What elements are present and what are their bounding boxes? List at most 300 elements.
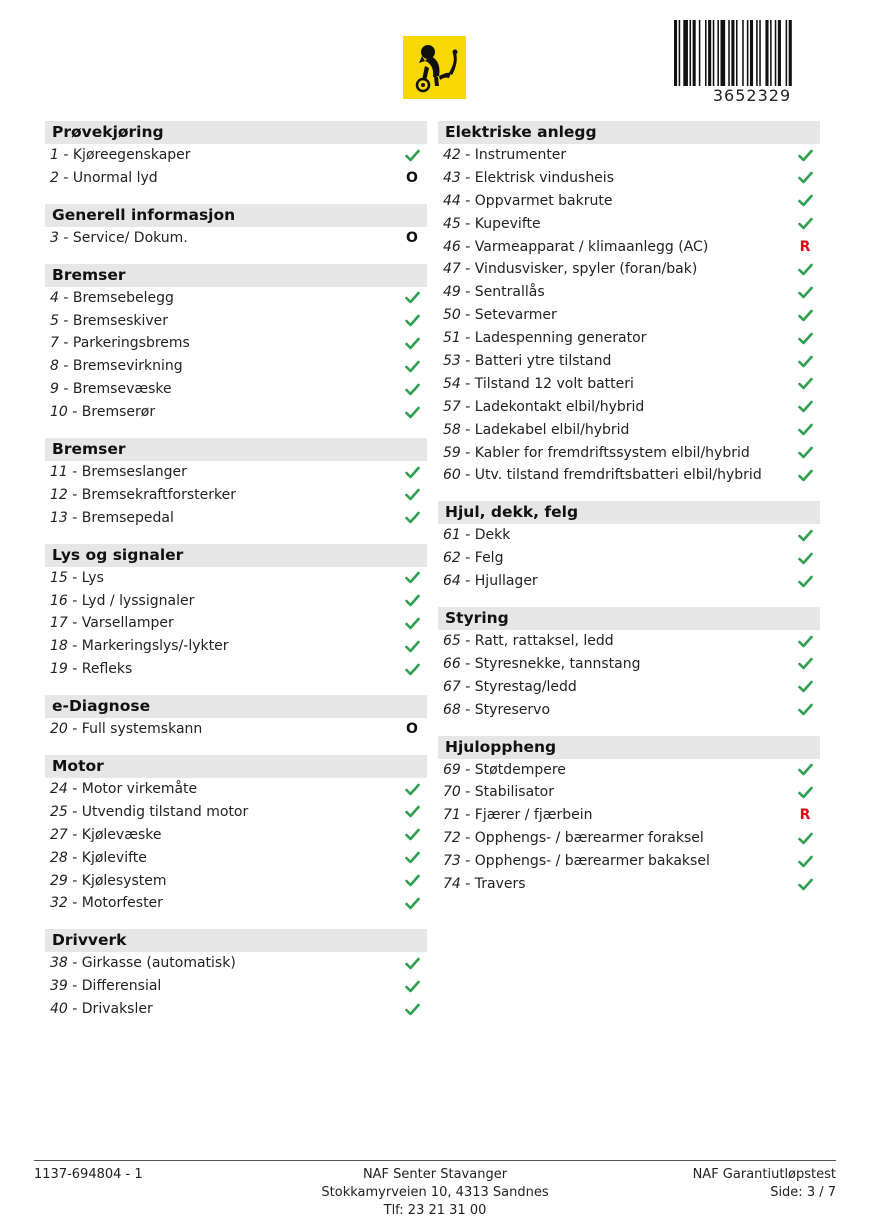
check-icon (403, 778, 421, 801)
center-phone: Tlf: 23 21 31 00 (383, 1203, 487, 1218)
check-icon (403, 847, 421, 870)
check-item (45, 635, 427, 658)
check-icon (403, 975, 421, 998)
section (45, 438, 427, 530)
separator: - (67, 615, 82, 632)
check-item (438, 781, 820, 804)
item-label: Bremsepedal (81, 509, 174, 526)
check-item (45, 484, 427, 507)
item-label: Full systemskann (81, 721, 203, 738)
check-icon (796, 850, 814, 873)
separator: - (460, 633, 475, 650)
check-icon (403, 635, 421, 658)
item-label: Bremserør (81, 404, 156, 421)
item-number: 57 (443, 398, 461, 415)
check-item (438, 419, 820, 442)
lion-icon (403, 36, 466, 99)
item-number: 27 (50, 826, 68, 843)
check-item (45, 401, 427, 424)
check-item (438, 190, 820, 213)
section (45, 264, 427, 424)
item-number: 20 (50, 721, 68, 738)
check-item (45, 355, 427, 378)
item-label: Opphengs- / bærearmer foraksel (474, 830, 704, 847)
separator: - (460, 261, 475, 278)
item-number: 67 (443, 678, 461, 695)
check-item (45, 567, 427, 590)
item-label: Elektrisk vindusheis (474, 169, 614, 186)
section (438, 607, 820, 722)
item-number: 28 (50, 849, 68, 866)
section-header: e-Diagnose (45, 695, 427, 718)
separator: - (67, 404, 82, 421)
check-icon (796, 304, 814, 327)
separator: - (460, 421, 475, 438)
naf-lion-logo (403, 36, 466, 99)
separator: - (67, 849, 82, 866)
item-label: Lyd / lyssignaler (81, 592, 195, 609)
separator: - (67, 826, 82, 843)
item-number: 47 (443, 261, 461, 278)
item-number: 10 (50, 404, 68, 421)
separator: - (67, 638, 82, 655)
separator: - (58, 229, 73, 246)
check-item (438, 850, 820, 873)
check-item (45, 612, 427, 635)
check-icon (403, 401, 421, 424)
separator: - (460, 169, 475, 186)
item-label: Fjærer / fjærbein (474, 807, 593, 824)
separator: - (460, 527, 475, 544)
status-remark: R (799, 238, 811, 255)
item-number: 42 (443, 147, 461, 163)
item-number: 3 (50, 229, 59, 246)
separator: - (460, 701, 475, 718)
section-header: Hjul, dekk, felg (438, 501, 820, 524)
item-label: Parkeringsbrems (72, 335, 190, 352)
check-icon (403, 332, 421, 355)
check-icon (796, 213, 814, 236)
check-icon (796, 190, 814, 213)
check-item (438, 350, 820, 373)
check-icon (796, 373, 814, 396)
right-column (438, 121, 820, 910)
separator: - (460, 876, 475, 893)
item-label: Lys (81, 569, 104, 586)
section (45, 121, 427, 190)
check-item (45, 778, 427, 801)
check-icon (796, 396, 814, 419)
check-icon (796, 827, 814, 850)
item-number: 61 (443, 527, 461, 544)
item-number: 17 (50, 615, 68, 632)
check-item (45, 847, 427, 870)
item-label: Unormal lyd (72, 169, 158, 186)
separator: - (67, 464, 82, 481)
item-number: 39 (50, 978, 68, 995)
item-number: 64 (443, 573, 461, 590)
item-number: 49 (443, 284, 461, 301)
section (438, 501, 820, 593)
check-item (438, 236, 820, 259)
section-header: Styring (438, 607, 820, 630)
check-icon (796, 419, 814, 442)
item-label: Styrestag/ledd (474, 678, 577, 695)
item-number: 58 (443, 421, 461, 438)
separator: - (460, 678, 475, 695)
item-number: 59 (443, 444, 461, 461)
check-icon (403, 998, 421, 1021)
page-number: Side: 3 / 7 (770, 1185, 836, 1200)
section (45, 695, 427, 741)
item-number: 71 (443, 807, 461, 824)
check-icon (403, 824, 421, 847)
check-item (438, 653, 820, 676)
check-item (45, 801, 427, 824)
item-number: 4 (50, 289, 59, 306)
item-label: Travers (474, 876, 526, 893)
check-icon (796, 570, 814, 593)
check-icon (796, 464, 814, 487)
separator: - (58, 289, 73, 306)
item-number: 70 (443, 784, 461, 801)
separator: - (460, 655, 475, 672)
check-icon (403, 658, 421, 681)
item-label: Oppvarmet bakrute (474, 192, 613, 209)
separator: - (67, 569, 82, 586)
item-number: 12 (50, 486, 68, 503)
item-label: Ratt, rattaksel, ledd (474, 633, 614, 650)
item-number: 60 (443, 467, 461, 484)
item-label: Styresnekke, tannstang (474, 655, 641, 672)
check-item (45, 998, 427, 1021)
section-header: Bremser (45, 438, 427, 461)
item-label: Drivaksler (81, 1001, 153, 1018)
left-column (45, 121, 427, 1035)
check-item (45, 144, 427, 167)
item-number: 72 (443, 830, 461, 847)
item-label: Dekk (474, 527, 511, 544)
check-item (45, 892, 427, 915)
check-icon (796, 144, 814, 167)
check-icon (796, 258, 814, 281)
item-number: 32 (50, 895, 68, 912)
item-label: Vindusvisker, spyler (foran/bak) (474, 261, 698, 278)
check-icon (403, 355, 421, 378)
item-label: Kjøreegenskaper (72, 147, 191, 163)
item-label: Utvendig tilstand motor (81, 803, 249, 820)
center-name: NAF Senter Stavanger (362, 1167, 508, 1182)
separator: - (460, 238, 475, 255)
item-number: 11 (50, 464, 68, 481)
check-icon (796, 327, 814, 350)
section-header: Motor (45, 755, 427, 778)
item-label: Bremsevirkning (72, 358, 183, 375)
separator: - (67, 872, 82, 889)
separator: - (460, 307, 475, 324)
check-item (438, 676, 820, 699)
check-item (45, 227, 427, 250)
check-item (438, 144, 820, 167)
check-icon (796, 442, 814, 465)
item-number: 40 (50, 1001, 68, 1018)
section-header: Generell informasjon (45, 204, 427, 227)
separator: - (67, 978, 82, 995)
item-number: 54 (443, 375, 461, 392)
check-item (438, 547, 820, 570)
separator: - (460, 330, 475, 347)
section (438, 736, 820, 896)
item-number: 51 (443, 330, 461, 347)
status-observe: O (406, 169, 418, 186)
section (45, 204, 427, 250)
item-label: Ladekabel elbil/hybrid (474, 421, 630, 438)
check-icon (403, 612, 421, 635)
item-label: Instrumenter (474, 147, 567, 163)
item-label: Varsellamper (81, 615, 174, 632)
check-item (45, 310, 427, 333)
check-item (438, 827, 820, 850)
item-number: 53 (443, 353, 461, 370)
item-label: Batteri ytre tilstand (474, 353, 612, 370)
check-item (45, 718, 427, 741)
check-icon (796, 167, 814, 190)
center-address: Stokkamyrveien 10, 4313 Sandnes (321, 1185, 549, 1200)
check-item (45, 507, 427, 530)
separator: - (460, 398, 475, 415)
check-icon (403, 507, 421, 530)
item-number: 19 (50, 661, 68, 678)
item-number: 69 (443, 761, 461, 778)
separator: - (460, 761, 475, 778)
check-icon (403, 484, 421, 507)
separator: - (67, 721, 82, 738)
check-icon (796, 676, 814, 699)
section (45, 544, 427, 681)
check-icon (796, 524, 814, 547)
separator: - (460, 853, 475, 870)
item-label: Bremsevæske (72, 381, 172, 398)
item-number: 16 (50, 592, 68, 609)
check-item (438, 373, 820, 396)
item-number: 73 (443, 853, 461, 870)
check-item (45, 332, 427, 355)
item-label: Ladespenning generator (474, 330, 647, 347)
separator: - (58, 312, 73, 329)
check-icon (403, 287, 421, 310)
check-icon (403, 952, 421, 975)
check-icon (796, 873, 814, 896)
check-item (438, 630, 820, 653)
separator: - (67, 1001, 82, 1018)
check-item (438, 167, 820, 190)
check-icon (796, 759, 814, 782)
item-number: 68 (443, 701, 461, 718)
barcode-number: 3652329 (712, 86, 792, 105)
check-item (438, 304, 820, 327)
section-header: Lys og signaler (45, 544, 427, 567)
item-number: 15 (50, 569, 68, 586)
item-label: Motor virkemåte (81, 781, 198, 798)
check-item (438, 464, 820, 487)
item-number: 18 (50, 638, 68, 655)
item-number: 50 (443, 307, 461, 324)
item-label: Varmeapparat / klimaanlegg (AC) (474, 238, 709, 255)
status-remark: R (799, 807, 811, 824)
check-item (438, 213, 820, 236)
item-number: 25 (50, 803, 68, 820)
check-icon (403, 801, 421, 824)
separator: - (460, 147, 475, 163)
section (438, 121, 820, 487)
section (45, 755, 427, 915)
section-header: Drivverk (45, 929, 427, 952)
status-observe: O (406, 721, 418, 738)
check-item (438, 873, 820, 896)
separator: - (58, 169, 73, 186)
item-label: Setevarmer (474, 307, 557, 324)
item-number: 43 (443, 169, 461, 186)
item-label: Girkasse (automatisk) (81, 955, 236, 972)
separator: - (58, 358, 73, 375)
check-icon (796, 281, 814, 304)
item-label: Kjølevæske (81, 826, 162, 843)
check-icon (403, 310, 421, 333)
item-label: Utv. tilstand fremdriftsbatteri elbil/hybrid (474, 467, 762, 484)
separator: - (67, 895, 82, 912)
check-icon (403, 144, 421, 167)
item-number: 24 (50, 781, 68, 798)
item-label: Service/ Dokum. (72, 229, 188, 246)
check-item (438, 804, 820, 827)
separator: - (460, 353, 475, 370)
item-label: Bremseskiver (72, 312, 169, 329)
check-item (438, 396, 820, 419)
item-label: Bremseslanger (81, 464, 187, 481)
footer-right (693, 1166, 836, 1202)
check-item (45, 590, 427, 613)
check-item (45, 824, 427, 847)
check-icon (403, 378, 421, 401)
check-icon (796, 781, 814, 804)
item-number: 1 (50, 147, 59, 163)
check-icon (796, 547, 814, 570)
item-label: Hjullager (474, 573, 538, 590)
item-label: Kjølevifte (81, 849, 147, 866)
check-icon (796, 699, 814, 722)
item-label: Støtdempere (474, 761, 566, 778)
separator: - (67, 781, 82, 798)
separator: - (67, 592, 82, 609)
separator: - (460, 573, 475, 590)
check-icon (403, 461, 421, 484)
item-label: Bremsekraftforsterker (81, 486, 236, 503)
check-item (438, 442, 820, 465)
footer-left (34, 1166, 143, 1184)
separator: - (460, 550, 475, 567)
check-item (438, 699, 820, 722)
status-observe: O (406, 229, 418, 246)
separator: - (460, 784, 475, 801)
item-number: 44 (443, 192, 461, 209)
item-label: Kabler for fremdriftssystem elbil/hybrid (474, 444, 750, 461)
item-label: Tilstand 12 volt batteri (474, 375, 634, 392)
item-number: 46 (443, 238, 461, 255)
item-number: 8 (50, 358, 59, 375)
item-label: Refleks (81, 661, 133, 678)
footer-divider (34, 1160, 836, 1161)
item-number: 65 (443, 633, 461, 650)
check-item (45, 952, 427, 975)
item-label: Sentrallås (474, 284, 545, 301)
separator: - (460, 444, 475, 461)
check-icon (403, 870, 421, 893)
separator: - (67, 509, 82, 526)
test-name: NAF Garantiutløpstest (692, 1167, 836, 1182)
separator: - (460, 215, 475, 232)
section-header: Elektriske anlegg (438, 121, 820, 144)
separator: - (67, 803, 82, 820)
footer-center (300, 1166, 570, 1220)
barcode (674, 20, 830, 86)
check-item (45, 658, 427, 681)
check-icon (796, 630, 814, 653)
separator: - (460, 807, 475, 824)
check-item (438, 327, 820, 350)
separator: - (58, 147, 73, 163)
check-item (438, 759, 820, 782)
section (45, 929, 427, 1021)
item-label: Ladekontakt elbil/hybrid (474, 398, 645, 415)
check-item (45, 975, 427, 998)
separator: - (67, 661, 82, 678)
separator: - (460, 830, 475, 847)
item-number: 62 (443, 550, 461, 567)
check-icon (403, 590, 421, 613)
item-label: Styreservo (474, 701, 551, 718)
item-number: 38 (50, 955, 68, 972)
check-icon (403, 567, 421, 590)
item-number: 29 (50, 872, 68, 889)
check-item (438, 524, 820, 547)
item-number: 5 (50, 312, 59, 329)
check-icon (403, 892, 421, 915)
check-item (45, 378, 427, 401)
item-label: Kupevifte (474, 215, 541, 232)
separator: - (67, 955, 82, 972)
item-number: 13 (50, 509, 68, 526)
check-icon (796, 350, 814, 373)
item-label: Opphengs- / bærearmer bakaksel (474, 853, 710, 870)
document-id: 1137-694804 - 1 (34, 1167, 143, 1182)
check-item (438, 281, 820, 304)
separator: - (460, 467, 475, 484)
separator: - (58, 381, 73, 398)
item-number: 66 (443, 655, 461, 672)
check-item (45, 461, 427, 484)
separator: - (460, 375, 475, 392)
check-item (45, 870, 427, 893)
separator: - (460, 192, 475, 209)
separator: - (460, 284, 475, 301)
item-label: Felg (474, 550, 504, 567)
check-item (438, 258, 820, 281)
item-number: 9 (50, 381, 59, 398)
section-header: Prøvekjøring (45, 121, 427, 144)
item-number: 7 (50, 335, 59, 352)
check-icon (796, 653, 814, 676)
item-label: Differensial (81, 978, 162, 995)
